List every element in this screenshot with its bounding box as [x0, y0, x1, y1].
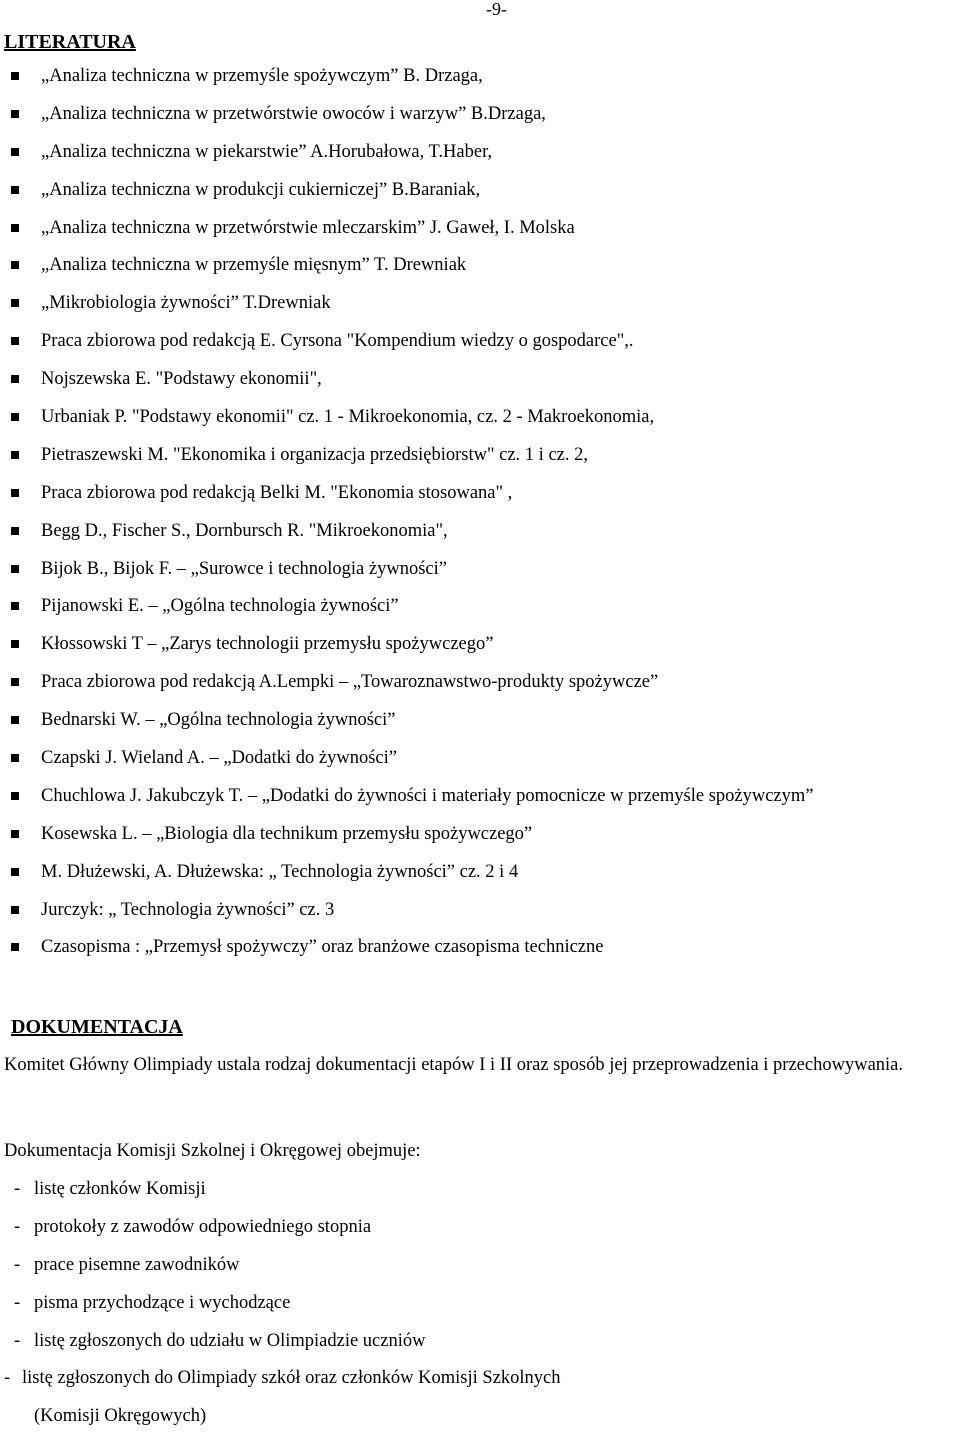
- documentation-item-text: pisma przychodzące i wychodzące: [34, 1292, 291, 1313]
- bibliography-item: [0, 289, 960, 327]
- documentation-item: [0, 1170, 960, 1208]
- bibliography-text: Chuchlowa J. Jakubczyk T. – „Dodatki do żywności i materiały pomocnicze w przemyśle spożywczym”: [41, 785, 814, 806]
- square-bullet-icon: [11, 565, 19, 573]
- bibliography-item: [0, 744, 960, 782]
- bibliography-item: [0, 365, 960, 403]
- bibliography-text: Praca zbiorowa pod redakcją E. Cyrsona "Kompendium wiedzy o gospodarce",.: [41, 331, 634, 352]
- documentation-item-text: listę zgłoszonych do udziału w Olimpiadzie uczniów: [34, 1330, 426, 1351]
- bibliography-text: Jurczyk: „ Technologia żywności” cz. 3: [41, 899, 335, 920]
- bibliography-text: Nojszewska E. "Podstawy ekonomii",: [41, 369, 322, 390]
- bibliography-text: „Analiza techniczna w przetwórstwie mleczarskim” J. Gaweł, I. Molska: [41, 217, 575, 238]
- bibliography-text: Praca zbiorowa pod redakcją A.Lempki – „Towaroznawstwo-produkty spożywcze”: [41, 672, 659, 693]
- bibliography-text: „Analiza techniczna w produkcji cukierniczej” B.Baraniak,: [41, 179, 481, 200]
- bibliography-item: [0, 820, 960, 858]
- square-bullet-icon: [11, 299, 19, 307]
- documentation-item: [0, 1359, 960, 1397]
- dash-marker: -: [14, 1179, 21, 1199]
- bibliography-item: [0, 706, 960, 744]
- bibliography-text: Czapski J. Wieland A. – „Dodatki do żywności”: [41, 748, 397, 769]
- dokumentacja-paragraph: Komitet Główny Olimpiady ustala rodzaj dokumentacji etapów I i II oraz sposób jej przeprowadzenia i przechowywania.: [4, 1055, 904, 1075]
- documentation-item: [0, 1208, 960, 1246]
- bibliography-item: [0, 176, 960, 214]
- square-bullet-icon: [11, 186, 19, 194]
- square-bullet-icon: [11, 451, 19, 459]
- bibliography-text: „Analiza techniczna w piekarstwie” A.Horubałowa, T.Haber,: [41, 141, 493, 162]
- dash-marker: -: [14, 1216, 21, 1237]
- documentation-item-text: (Komisji Okręgowych): [34, 1406, 207, 1427]
- bibliography-text: Bijok B., Bijok F. – „Surowce i technologia żywności”: [41, 558, 447, 579]
- square-bullet-icon: [11, 148, 19, 156]
- dash-marker: -: [14, 1254, 21, 1275]
- documentation-item: [0, 1284, 960, 1322]
- bibliography-item: [0, 100, 960, 138]
- square-bullet-icon: [11, 678, 19, 686]
- square-bullet-icon: [11, 224, 19, 232]
- documentation-item-text: listę zgłoszonych do Olimpiady szkół oraz członków Komisji Szkolnych: [22, 1368, 561, 1389]
- documentation-item: [0, 1322, 960, 1360]
- bibliography-item: [0, 441, 960, 479]
- bibliography-text: Begg D., Fischer S., Dornbursch R. "Mikroekonomia",: [41, 520, 448, 541]
- bibliography-text: M. Dłużewski, A. Dłużewska: „ Technologia żywności” cz. 2 i 4: [41, 861, 519, 882]
- bibliography-item: [0, 62, 960, 100]
- bibliography-item: [0, 138, 960, 176]
- bibliography-text: Praca zbiorowa pod redakcją Belki M. "Ekonomia stosowana" ,: [41, 482, 513, 503]
- square-bullet-icon: [11, 72, 19, 80]
- bibliography-text: „Mikrobiologia żywności” T.Drewniak: [41, 293, 331, 314]
- square-bullet-icon: [11, 527, 19, 535]
- dash-marker: -: [14, 1330, 21, 1351]
- square-bullet-icon: [11, 906, 19, 914]
- bibliography-text: Bednarski W. – „Ogólna technologia żywności”: [41, 710, 396, 731]
- square-bullet-icon: [11, 640, 19, 648]
- square-bullet-icon: [11, 489, 19, 497]
- bibliography-item: [0, 214, 960, 252]
- documentation-item: [0, 1246, 960, 1284]
- square-bullet-icon: [11, 868, 19, 876]
- documentation-list: [0, 1170, 960, 1435]
- dokumentacja-intro: Dokumentacja Komisji Szkolnej i Okręgowej obejmuje:: [4, 1141, 421, 1161]
- square-bullet-icon: [11, 716, 19, 724]
- bibliography-item: [0, 517, 960, 555]
- bibliography-text: „Analiza techniczna w przemyśle spożywczym” B. Drzaga,: [41, 66, 483, 86]
- square-bullet-icon: [11, 754, 19, 762]
- bibliography-text: „Analiza techniczna w przemyśle mięsnym” T. Drewniak: [41, 255, 467, 276]
- bibliography-item: [0, 782, 960, 820]
- square-bullet-icon: [11, 337, 19, 345]
- square-bullet-icon: [11, 830, 19, 838]
- dash-marker: -: [14, 1292, 21, 1313]
- square-bullet-icon: [11, 413, 19, 421]
- bibliography-item: [0, 896, 960, 934]
- bibliography-item: [0, 251, 960, 289]
- bibliography-text: Kłossowski T – „Zarys technologii przemysłu spożywczego”: [41, 634, 494, 655]
- dash-marker: -: [4, 1368, 11, 1389]
- square-bullet-icon: [11, 261, 19, 269]
- bibliography-text: Kosewska L. – „Biologia dla technikum przemysłu spożywczego”: [41, 823, 533, 844]
- square-bullet-icon: [11, 110, 19, 118]
- square-bullet-icon: [11, 943, 19, 951]
- bibliography-list: [0, 62, 960, 971]
- page-number: -9-: [486, 0, 507, 19]
- bibliography-text: Pijanowski E. – „Ogólna technologia żywności”: [41, 596, 399, 617]
- documentation-item-text: prace pisemne zawodników: [34, 1254, 240, 1275]
- documentation-item-text: protokoły z zawodów odpowiedniego stopnia: [34, 1216, 372, 1237]
- dokumentacja-heading: DOKUMENTACJA: [11, 1016, 183, 1038]
- bibliography-item: [0, 403, 960, 441]
- square-bullet-icon: [11, 792, 19, 800]
- bibliography-item: [0, 630, 960, 668]
- bibliography-item: [0, 858, 960, 896]
- bibliography-item: [0, 479, 960, 517]
- square-bullet-icon: [11, 602, 19, 610]
- square-bullet-icon: [11, 375, 19, 383]
- bibliography-text: Urbaniak P. "Podstawy ekonomii" cz. 1 - Mikroekonomia, cz. 2 - Makroekonomia,: [41, 407, 655, 428]
- bibliography-item: [0, 668, 960, 706]
- bibliography-item: [0, 592, 960, 630]
- bibliography-item: [0, 555, 960, 593]
- bibliography-text: Pietraszewski M. "Ekonomika i organizacja przedsiębiorstw" cz. 1 i cz. 2,: [41, 444, 588, 465]
- bibliography-item: [0, 327, 960, 365]
- bibliography-text: „Analiza techniczna w przetwórstwie owoców i warzyw” B.Drzaga,: [41, 103, 546, 124]
- literatura-heading: LITERATURA: [4, 31, 136, 53]
- bibliography-text: Czasopisma : „Przemysł spożywczy” oraz branżowe czasopisma techniczne: [41, 937, 604, 958]
- bibliography-item: [0, 933, 960, 971]
- documentation-item-continuation: [0, 1397, 960, 1435]
- documentation-item-text: listę członków Komisji: [34, 1179, 206, 1199]
